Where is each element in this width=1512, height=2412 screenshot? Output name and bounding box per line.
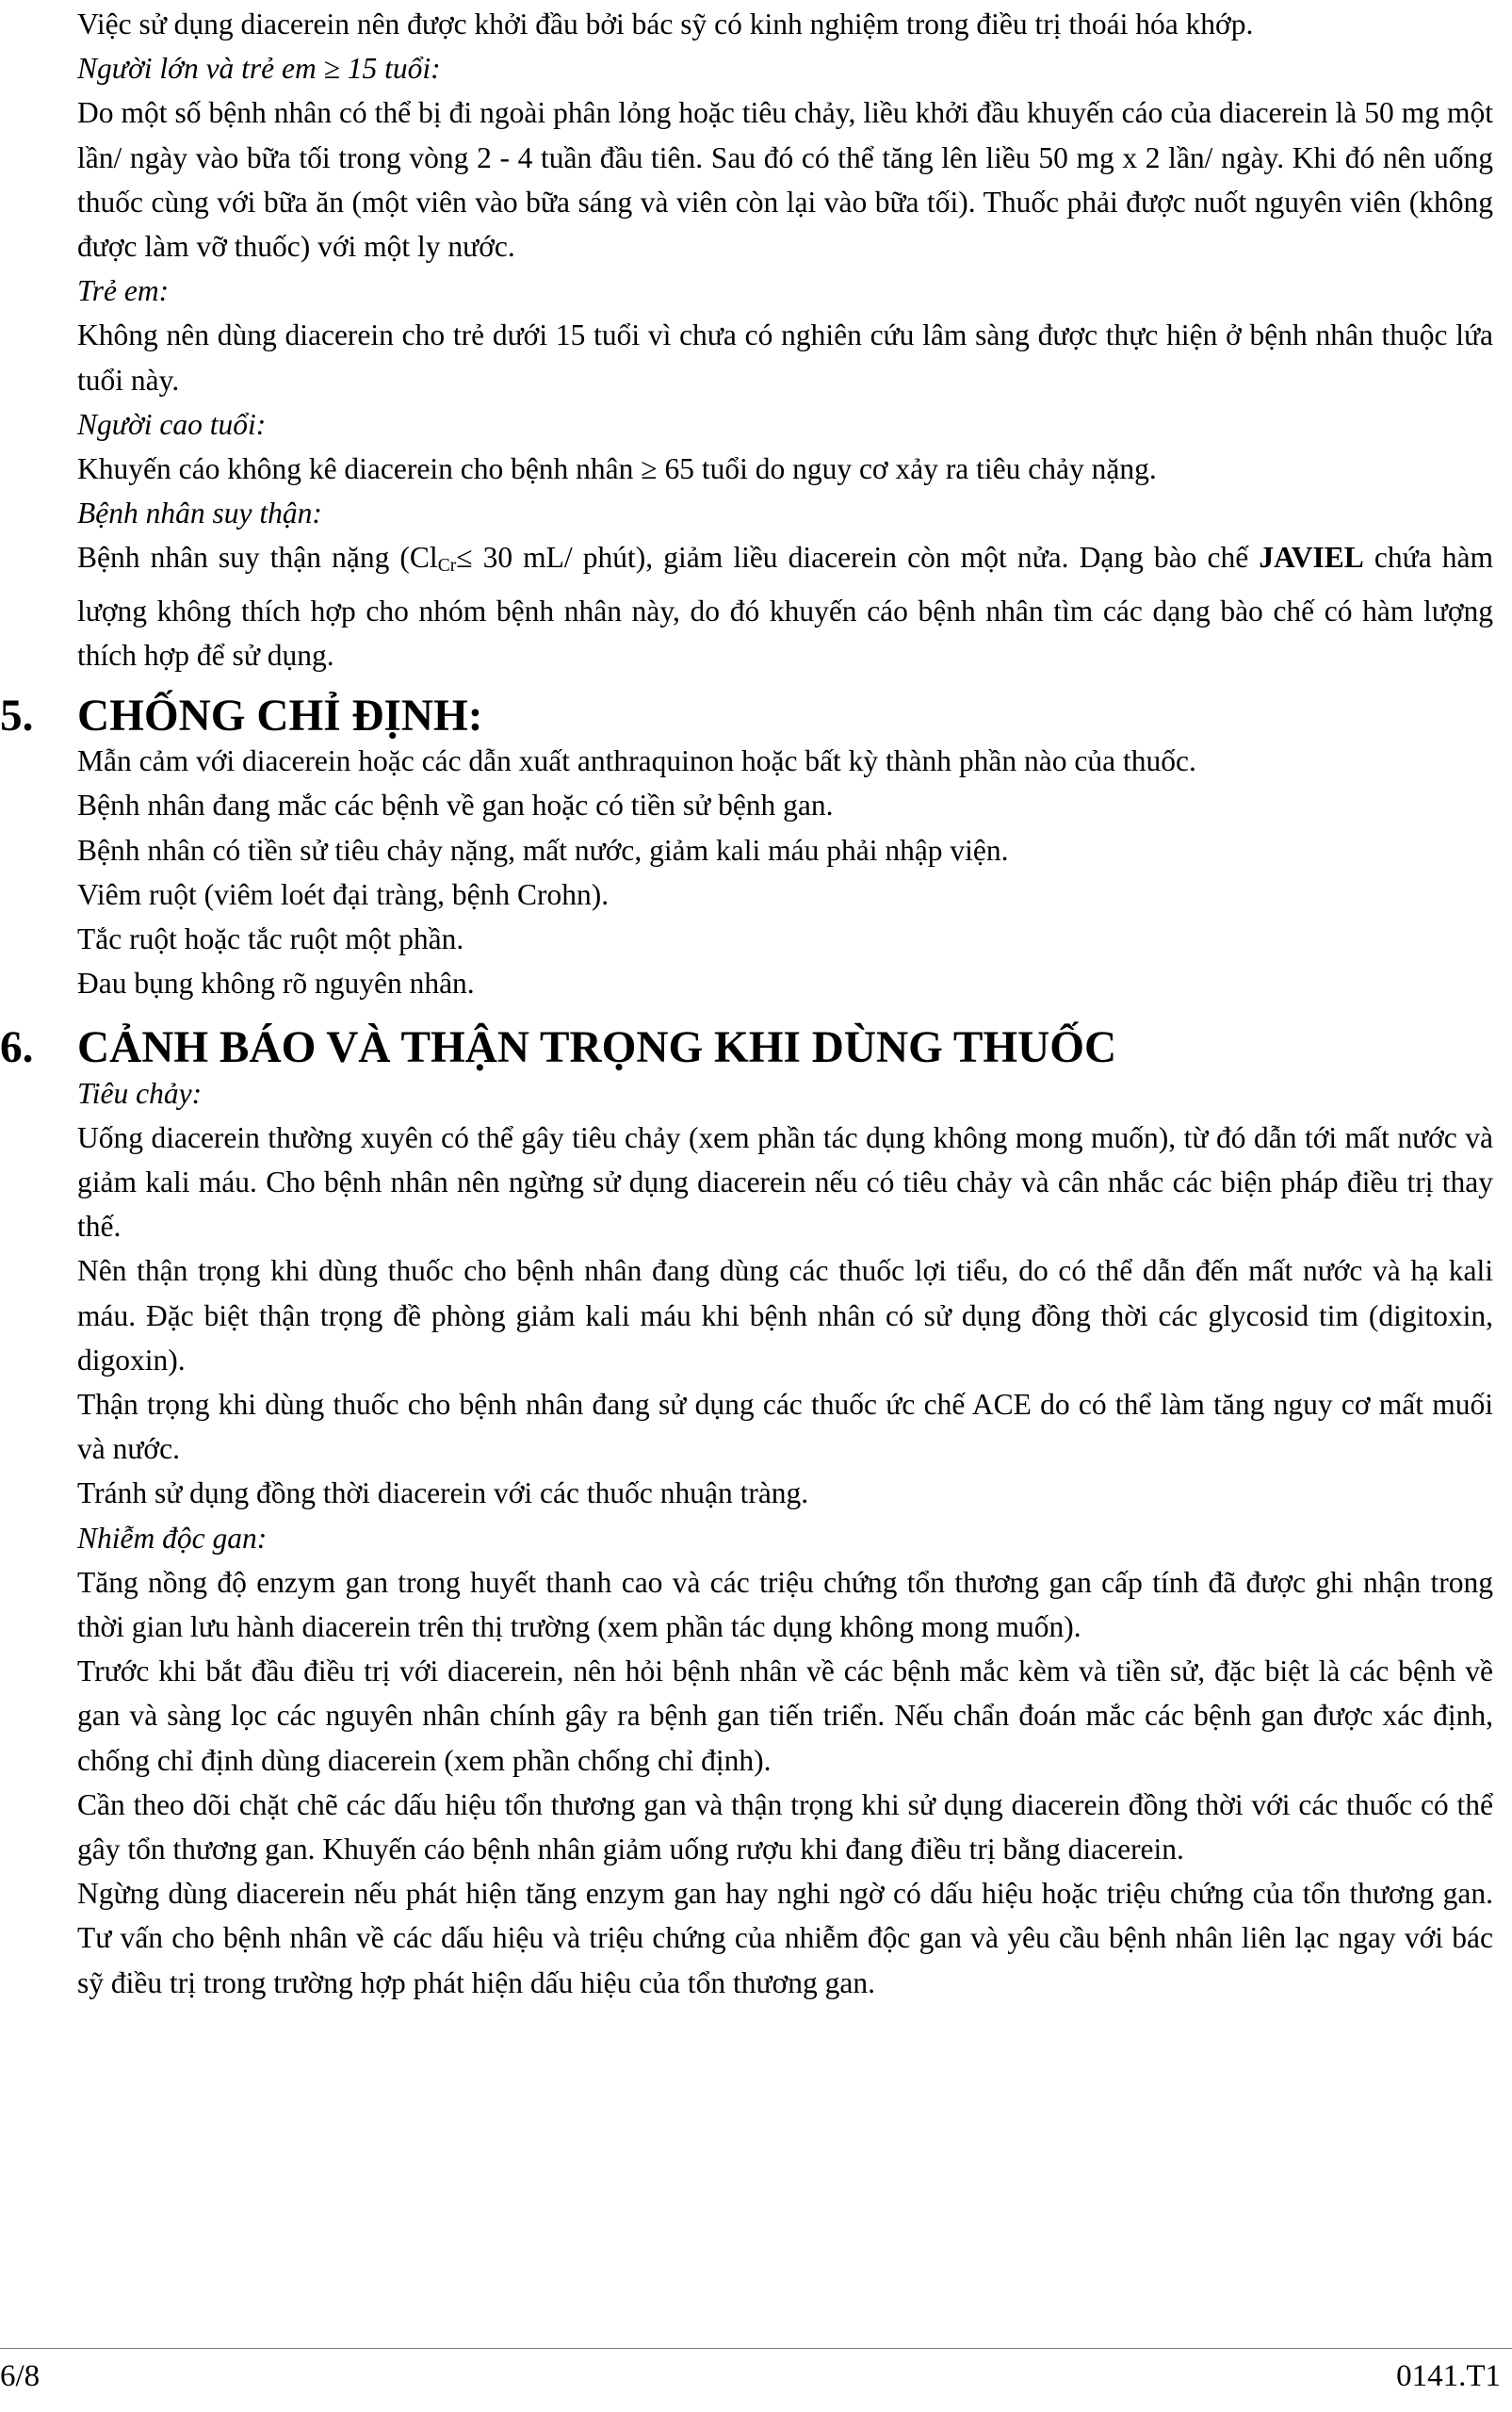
dosage-intro: Việc sử dụng diacerein nên được khởi đầu bởi bác sỹ có kinh nghiệm trong điều trị thoái hóa khớp.: [77, 8, 1254, 41]
paragraph: Nên thận trọng khi dùng thuốc cho bệnh nhân đang dùng các thuốc lợi tiểu, do có thể dẫn đến mất nước và hạ kali máu. Đặc biệt thận trọng đề phòng giảm kali máu khi bệnh nhân có sử dụng đồng thời các glycosid tim (digitoxin, digoxin).: [77, 1254, 1493, 1377]
adult-heading: Người lớn và trẻ em ≥ 15 tuổi:: [77, 52, 441, 86]
renal-subscript: Cr: [437, 556, 457, 577]
elderly-text: Khuyến cáo không kê diacerein cho bệnh nhân ≥ 65 tuổi do nguy cơ xảy ra tiêu chảy nặng.: [77, 452, 1157, 486]
list-item: Tắc ruột hoặc tắc ruột một phần.: [77, 921, 464, 955]
child-text: Không nên dùng diacerein cho trẻ dưới 15 tuổi vì chưa có nghiên cứu lâm sàng được thực hiện ở bệnh nhân thuộc lứa tuổi này.: [77, 318, 1493, 397]
list-item: Bệnh nhân có tiền sử tiêu chảy nặng, mất nước, giảm kali máu phải nhập viện.: [77, 833, 1009, 867]
diarrhea-heading: Tiêu chảy:: [77, 1076, 203, 1110]
contraindication-list: [77, 739, 1493, 1005]
document-page: [0, 2, 1494, 2005]
elderly-heading: Người cao tuổi:: [77, 407, 267, 441]
paragraph: Cần theo dõi chặt chẽ các dấu hiệu tổn thương gan và thận trọng khi sử dụng diacerein đồng thời với các thuốc có thể gây tổn thương gan. Khuyến cáo bệnh nhân giảm uống rượu khi đang điều trị bằng diacerein.: [77, 1787, 1493, 1866]
liver-heading: Nhiễm độc gan:: [77, 1521, 268, 1555]
paragraph: Uống diacerein thường xuyên có thể gây tiêu chảy (xem phần tác dụng không mong muốn), từ đó dẫn tới mất nước và giảm kali máu. Cho bệnh nhân nên ngừng sử dụng diacerein nếu có tiêu chảy và cân nhắc các biện pháp điều trị thay thế.: [77, 1120, 1493, 1244]
renal-text: [77, 535, 1493, 677]
adult-text: Do một số bệnh nhân có thể bị đi ngoài phân lỏng hoặc tiêu chảy, liều khởi đầu khuyến cáo của diacerein là 50 mg một lần/ ngày vào bữa tối trong vòng 2 - 4 tuần đầu tiên. Sau đó có thể tăng lên liều 50 mg x 2 lần/ ngày. Khi đó nên uống thuốc cùng với bữa ăn (một viên vào bữa sáng và viên còn lại vào bữa tối). Thuốc phải được nuốt nguyên viên (không được làm vỡ thuốc) với một ly nước.: [77, 96, 1493, 264]
renal-text-c: chứa hàm lượng không thích hợp cho nhóm bệnh nhân này, do đó khuyến cáo bệnh nhân tìm các dạng bào chế có hàm lượng thích hợp để sử dụng.: [77, 541, 1494, 672]
section-5-title: CHỐNG CHỈ ĐỊNH:: [77, 691, 483, 741]
list-item: Đau bụng không rõ nguyên nhân.: [77, 967, 475, 1001]
paragraph: Tránh sử dụng đồng thời diacerein với các thuốc nhuận tràng.: [77, 1476, 809, 1510]
paragraph: Ngừng dùng diacerein nếu phát hiện tăng enzym gan hay nghi ngờ có dấu hiệu hoặc triệu chứng của tổn thương gan. Tư vấn cho bệnh nhân về các dấu hiệu và triệu chứng của nhiễm độc gan và yêu cầu bệnh nhân liên lạc ngay với bác sỹ điều trị trong trường hợp phát hiện dấu hiệu của tổn thương gan.: [77, 1877, 1493, 1999]
list-item: Mẫn cảm với diacerein hoặc các dẫn xuất anthraquinon hoặc bất kỳ thành phần nào của thuốc.: [77, 744, 1196, 778]
paragraph: Trước khi bắt đầu điều trị với diacerein, nên hỏi bệnh nhân về các bệnh mắc kèm và tiền sử, đặc biệt là các bệnh về gan và sàng lọc các nguyên nhân chính gây ra bệnh gan tiến triển. Nếu chẩn đoán mắc các bệnh gan được xác định, chống chỉ định dùng diacerein (xem phần chống chỉ định).: [77, 1654, 1493, 1777]
section-6-number: 6.: [0, 1023, 34, 1073]
document-code: 0141.T1: [1396, 2359, 1501, 2393]
brand-name: JAVIEL: [1259, 541, 1364, 575]
section-5-heading: [0, 691, 1493, 741]
child-heading: Trẻ em:: [77, 274, 170, 308]
paragraph: Thận trọng khi dùng thuốc cho bệnh nhân đang sử dụng các thuốc ức chế ACE do có thể làm tăng nguy cơ mất muối và nước.: [77, 1387, 1493, 1466]
section-5-number: 5.: [0, 691, 34, 741]
list-item: Bệnh nhân đang mắc các bệnh về gan hoặc có tiền sử bệnh gan.: [77, 789, 834, 823]
paragraph: Tăng nồng độ enzym gan trong huyết thanh cao và các triệu chứng tổn thương gan cấp tính đã được ghi nhận trong thời gian lưu hành diacerein trên thị trường (xem phần tác dụng không mong muốn).: [77, 1565, 1493, 1643]
section-6-heading: [0, 1023, 1493, 1073]
list-item: Viêm ruột (viêm loét đại tràng, bệnh Crohn).: [77, 877, 610, 911]
renal-text-b: ≤ 30 mL/ phút), giảm liều diacerein còn một nửa. Dạng bào chế: [456, 541, 1260, 575]
page-number: 6/8: [0, 2359, 41, 2393]
renal-heading: Bệnh nhân suy thận:: [77, 497, 322, 530]
renal-text-a: Bệnh nhân suy thận nặng (Cl: [77, 541, 438, 575]
footer-divider: [0, 2348, 1512, 2349]
section-6-title: CẢNH BÁO VÀ THẬN TRỌNG KHI DÙNG THUỐC: [77, 1023, 1117, 1073]
